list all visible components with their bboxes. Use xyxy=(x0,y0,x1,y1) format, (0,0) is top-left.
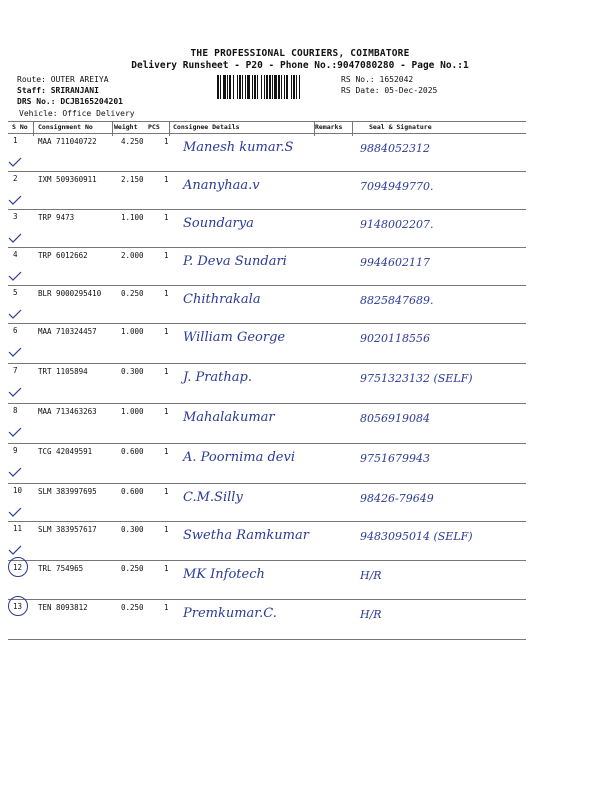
row-sno: 12 xyxy=(13,563,23,572)
page-title: THE PROFESSIONAL COURIERS, COIMBATORE xyxy=(190,48,410,59)
tick-mark xyxy=(8,382,22,392)
row-consignment: TRP 6012662 xyxy=(38,251,88,260)
row-pcs: 1 xyxy=(164,289,169,298)
row-weight: 0.600 xyxy=(121,447,144,456)
row-consignment: MAA 711040722 xyxy=(38,137,97,146)
row-pcs: 1 xyxy=(164,213,169,222)
row-consignee: Soundarya xyxy=(183,216,254,231)
row-seal-signature: H/R xyxy=(360,569,382,582)
row-consignee: Swetha Ramkumar xyxy=(183,528,309,543)
row-weight: 0.250 xyxy=(121,603,144,612)
row-consignment: TRL 754965 xyxy=(38,564,84,573)
row-sno: 6 xyxy=(13,326,18,335)
row-consignee: Ananyhaa.v xyxy=(183,178,260,193)
row-pcs: 1 xyxy=(164,487,169,496)
tick-mark xyxy=(8,342,22,352)
header-weight: Weight xyxy=(114,123,138,131)
table-row xyxy=(8,444,526,484)
drs-label: DRS No.: DCJB165204201 xyxy=(17,97,123,106)
row-consignment: TRT 1105894 xyxy=(38,367,88,376)
row-sno: 2 xyxy=(13,174,18,183)
row-seal-signature: 9884052312 xyxy=(360,142,430,155)
row-pcs: 1 xyxy=(164,447,169,456)
barcode-image xyxy=(217,75,337,99)
row-consignee: William George xyxy=(183,330,286,345)
row-sno: 10 xyxy=(13,486,23,495)
staff-label: Staff: SRIRANJANI xyxy=(17,86,99,95)
row-consignment: TCG 42049591 xyxy=(38,447,93,456)
row-seal-signature: 9944602117 xyxy=(360,256,430,269)
row-weight: 1.000 xyxy=(121,407,144,416)
row-weight: 0.250 xyxy=(121,564,144,573)
row-seal-signature: 9148002207. xyxy=(360,218,434,231)
row-sno: 5 xyxy=(13,288,18,297)
row-consignment: SLM 383957617 xyxy=(38,525,97,534)
tick-mark xyxy=(8,304,22,314)
table-row xyxy=(8,210,526,248)
rs-no-label: RS No.: 1652042 xyxy=(341,75,414,84)
runsheet-table xyxy=(8,120,526,650)
tick-mark xyxy=(8,422,22,432)
table-row xyxy=(8,248,526,286)
table-row xyxy=(8,286,526,324)
table-row xyxy=(8,324,526,364)
row-pcs: 1 xyxy=(164,603,169,612)
row-pcs: 1 xyxy=(164,137,169,146)
row-sno: 3 xyxy=(13,212,18,221)
route-label: Route: OUTER AREIYA xyxy=(17,75,109,84)
row-consignee: MK Infotech xyxy=(183,567,265,582)
row-consignment: BLR 9000295410 xyxy=(38,289,102,298)
row-weight: 2.150 xyxy=(121,175,144,184)
table-row xyxy=(8,561,526,600)
row-sno: 13 xyxy=(13,602,23,611)
table-row xyxy=(8,404,526,444)
tick-mark xyxy=(8,540,22,550)
row-pcs: 1 xyxy=(164,407,169,416)
tick-mark xyxy=(8,266,22,276)
table-row xyxy=(8,172,526,210)
row-consignee: Manesh kumar.S xyxy=(183,140,294,155)
row-sno: 7 xyxy=(13,366,18,375)
row-sno: 1 xyxy=(13,136,18,145)
row-seal-signature: 8056919084 xyxy=(360,412,430,425)
row-consignment: SLM 383997695 xyxy=(38,487,97,496)
table-row xyxy=(8,484,526,522)
row-sno: 11 xyxy=(13,524,23,533)
row-seal-signature: 98426-79649 xyxy=(360,492,434,505)
row-weight: 0.600 xyxy=(121,487,144,496)
row-consignee: Mahalakumar xyxy=(183,410,275,425)
row-seal-signature: H/R xyxy=(360,608,382,621)
row-weight: 2.000 xyxy=(121,251,144,260)
rs-date-label: RS Date: 05-Dec-2025 xyxy=(341,86,438,95)
row-consignment: TRP 9473 xyxy=(38,213,75,222)
header-pcs: PCS xyxy=(148,123,160,131)
row-consignment: TEN 8093812 xyxy=(38,603,88,612)
tick-mark xyxy=(8,152,22,162)
sno-circle-mark xyxy=(8,596,28,616)
row-consignment: MAA 713463263 xyxy=(38,407,97,416)
row-pcs: 1 xyxy=(164,525,169,534)
header-remarks: Remarks xyxy=(315,123,343,131)
table-row xyxy=(8,364,526,404)
table-row xyxy=(8,600,526,640)
sno-circle-mark xyxy=(8,557,28,577)
tick-mark xyxy=(8,228,22,238)
row-weight: 4.250 xyxy=(121,137,144,146)
row-weight: 0.300 xyxy=(121,525,144,534)
tick-mark xyxy=(8,502,22,512)
row-consignment: IXM 509360911 xyxy=(38,175,97,184)
table-row xyxy=(8,522,526,561)
row-pcs: 1 xyxy=(164,251,169,260)
row-seal-signature: 9483095014 (SELF) xyxy=(360,530,473,543)
header-consignee: Consignee Details xyxy=(173,123,240,131)
header-sno: S No xyxy=(12,123,28,131)
row-pcs: 1 xyxy=(164,564,169,573)
row-seal-signature: 7094949770. xyxy=(360,180,434,193)
row-consignee: A. Poornima devi xyxy=(183,450,295,465)
row-sno: 8 xyxy=(13,406,18,415)
table-row xyxy=(8,134,526,172)
row-pcs: 1 xyxy=(164,175,169,184)
row-weight: 0.300 xyxy=(121,367,144,376)
row-pcs: 1 xyxy=(164,327,169,336)
vehicle-label: Vehicle: Office Delivery xyxy=(19,109,135,118)
row-seal-signature: 9751323132 (SELF) xyxy=(360,372,473,385)
header-seal: Seal & Signature xyxy=(369,123,432,131)
tick-mark xyxy=(8,190,22,200)
tick-mark xyxy=(8,462,22,472)
row-seal-signature: 8825847689. xyxy=(360,294,434,307)
row-weight: 0.250 xyxy=(121,289,144,298)
row-consignee: J. Prathap. xyxy=(183,370,252,385)
row-consignee: C.M.Silly xyxy=(183,490,243,505)
row-consignee: P. Deva Sundari xyxy=(183,254,287,269)
row-sno: 9 xyxy=(13,446,18,455)
row-seal-signature: 9020118556 xyxy=(360,332,430,345)
row-consignee: Chithrakala xyxy=(183,292,261,307)
row-seal-signature: 9751679943 xyxy=(360,452,430,465)
row-consignment: MAA 710324457 xyxy=(38,327,97,336)
row-weight: 1.000 xyxy=(121,327,144,336)
row-weight: 1.100 xyxy=(121,213,144,222)
row-consignee: Premkumar.C. xyxy=(183,606,277,621)
page-subtitle: Delivery Runsheet - P20 - Phone No.:9047080280 - Page No.:1 xyxy=(131,60,469,71)
row-sno: 4 xyxy=(13,250,18,259)
row-pcs: 1 xyxy=(164,367,169,376)
header-consignment: Consignment No xyxy=(38,123,93,131)
